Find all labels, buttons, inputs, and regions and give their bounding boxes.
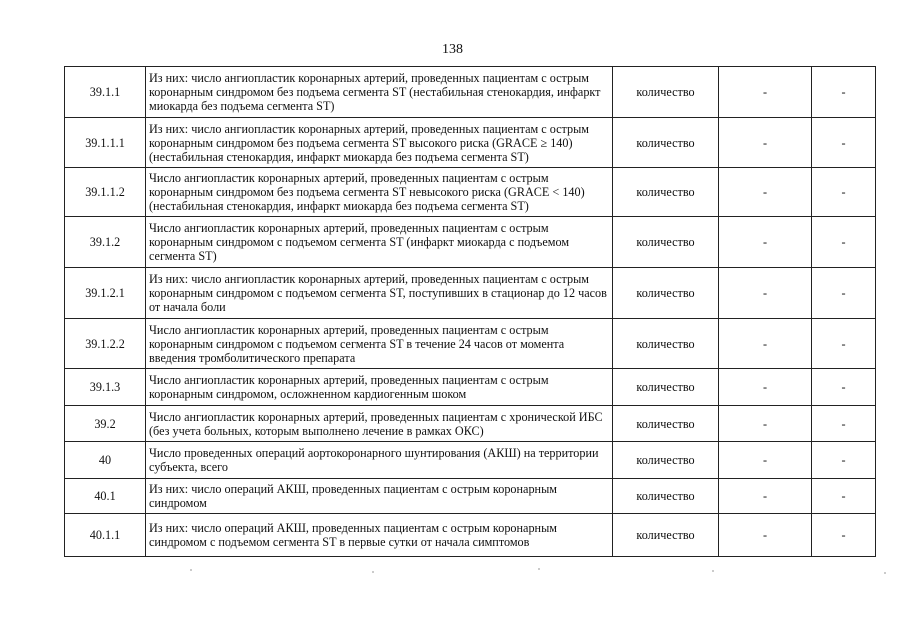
row-value-2: - [812, 319, 876, 369]
table-row [65, 118, 876, 168]
row-value-1: - [719, 514, 812, 557]
row-value-2: - [812, 67, 876, 118]
table-row [65, 406, 876, 442]
row-value-1: - [719, 118, 812, 168]
row-description: Число ангиопластик коронарных артерий, проведенных пациентам с острым коронарным синдромом с подъемом сегмента ST в течение 24 часов от момента введения тромболитического препарата [146, 319, 613, 369]
row-value-1: - [719, 442, 812, 479]
row-value-1: - [719, 168, 812, 217]
row-unit: количество [613, 67, 719, 118]
table-row [65, 217, 876, 268]
row-value-1: - [719, 319, 812, 369]
row-value-2: - [812, 406, 876, 442]
row-description: Число ангиопластик коронарных артерий, проведенных пациентам с острым коронарным синдромом, осложненном кардиогенным шоком [146, 369, 613, 406]
row-description: Из них: число операций АКШ, проведенных пациентам с острым коронарным синдромом [146, 479, 613, 514]
row-description: Из них: число ангиопластик коронарных артерий, проведенных пациентам с острым коронарным синдромом с подъемом сегмента ST, поступивших в стационар до 12 часов от начала боли [146, 268, 613, 319]
row-code: 40.1.1 [65, 514, 146, 557]
row-code: 39.2 [65, 406, 146, 442]
row-unit: количество [613, 479, 719, 514]
row-code: 40 [65, 442, 146, 479]
page-number: 138 [442, 42, 463, 57]
row-value-1: - [719, 406, 812, 442]
row-unit: количество [613, 369, 719, 406]
row-description: Из них: число операций АКШ, проведенных пациентам с острым коронарным синдромом с подъемом сегмента ST в первые сутки от начала симптомов [146, 514, 613, 557]
table-row [65, 268, 876, 319]
row-code: 39.1.2.1 [65, 268, 146, 319]
row-value-2: - [812, 118, 876, 168]
row-value-1: - [719, 268, 812, 319]
row-description: Число ангиопластик коронарных артерий, проведенных пациентам с острым коронарным синдромом без подъема сегмента ST невысокого риска (GRACE < 140) (нестабильная стенокардия, инфаркт миокарда без подъема сегмента ST) [146, 168, 613, 217]
row-unit: количество [613, 268, 719, 319]
row-value-1: - [719, 369, 812, 406]
row-value-2: - [812, 268, 876, 319]
row-unit: количество [613, 406, 719, 442]
table-row [65, 67, 876, 118]
row-description: Число проведенных операций аортокоронарного шунтирования (АКШ) на территории субъекта, всего [146, 442, 613, 479]
row-unit: количество [613, 514, 719, 557]
row-unit: количество [613, 118, 719, 168]
table-row [65, 168, 876, 217]
row-code: 39.1.1 [65, 67, 146, 118]
table-row [65, 442, 876, 479]
row-unit: количество [613, 442, 719, 479]
row-unit: количество [613, 319, 719, 369]
row-value-2: - [812, 168, 876, 217]
table-row [65, 479, 876, 514]
table-row [65, 369, 876, 406]
row-unit: количество [613, 168, 719, 217]
row-code: 40.1 [65, 479, 146, 514]
row-value-1: - [719, 67, 812, 118]
row-description: Число ангиопластик коронарных артерий, проведенных пациентам с острым коронарным синдромом с подъемом сегмента ST (инфаркт миокарда с подъемом сегмента ST) [146, 217, 613, 268]
row-value-1: - [719, 217, 812, 268]
row-value-2: - [812, 514, 876, 557]
table-row [65, 319, 876, 369]
row-description: Из них: число ангиопластик коронарных артерий, проведенных пациентам с острым коронарным синдромом без подъема сегмента ST высокого риска (GRACE ≥ 140) (нестабильная стенокардия, инфаркт миокарда без подъема сегмента ST) [146, 118, 613, 168]
scan-noise [0, 567, 905, 579]
table-row [65, 514, 876, 557]
row-value-1: - [719, 479, 812, 514]
row-value-2: - [812, 442, 876, 479]
table-body [65, 67, 876, 557]
row-code: 39.1.1.2 [65, 168, 146, 217]
row-code: 39.1.1.1 [65, 118, 146, 168]
row-description: Из них: число ангиопластик коронарных артерий, проведенных пациентам с острым коронарным синдромом без подъема сегмента ST (нестабильная стенокардия, инфаркт миокарда без подъема сегмента ST) [146, 67, 613, 118]
row-unit: количество [613, 217, 719, 268]
row-value-2: - [812, 217, 876, 268]
row-value-2: - [812, 479, 876, 514]
row-value-2: - [812, 369, 876, 406]
indicators-table [64, 66, 876, 557]
row-code: 39.1.2.2 [65, 319, 146, 369]
row-description: Число ангиопластик коронарных артерий, проведенных пациентам с хронической ИБС (без учета больных, которым выполнено лечение в рамках ОКС) [146, 406, 613, 442]
row-code: 39.1.3 [65, 369, 146, 406]
row-code: 39.1.2 [65, 217, 146, 268]
